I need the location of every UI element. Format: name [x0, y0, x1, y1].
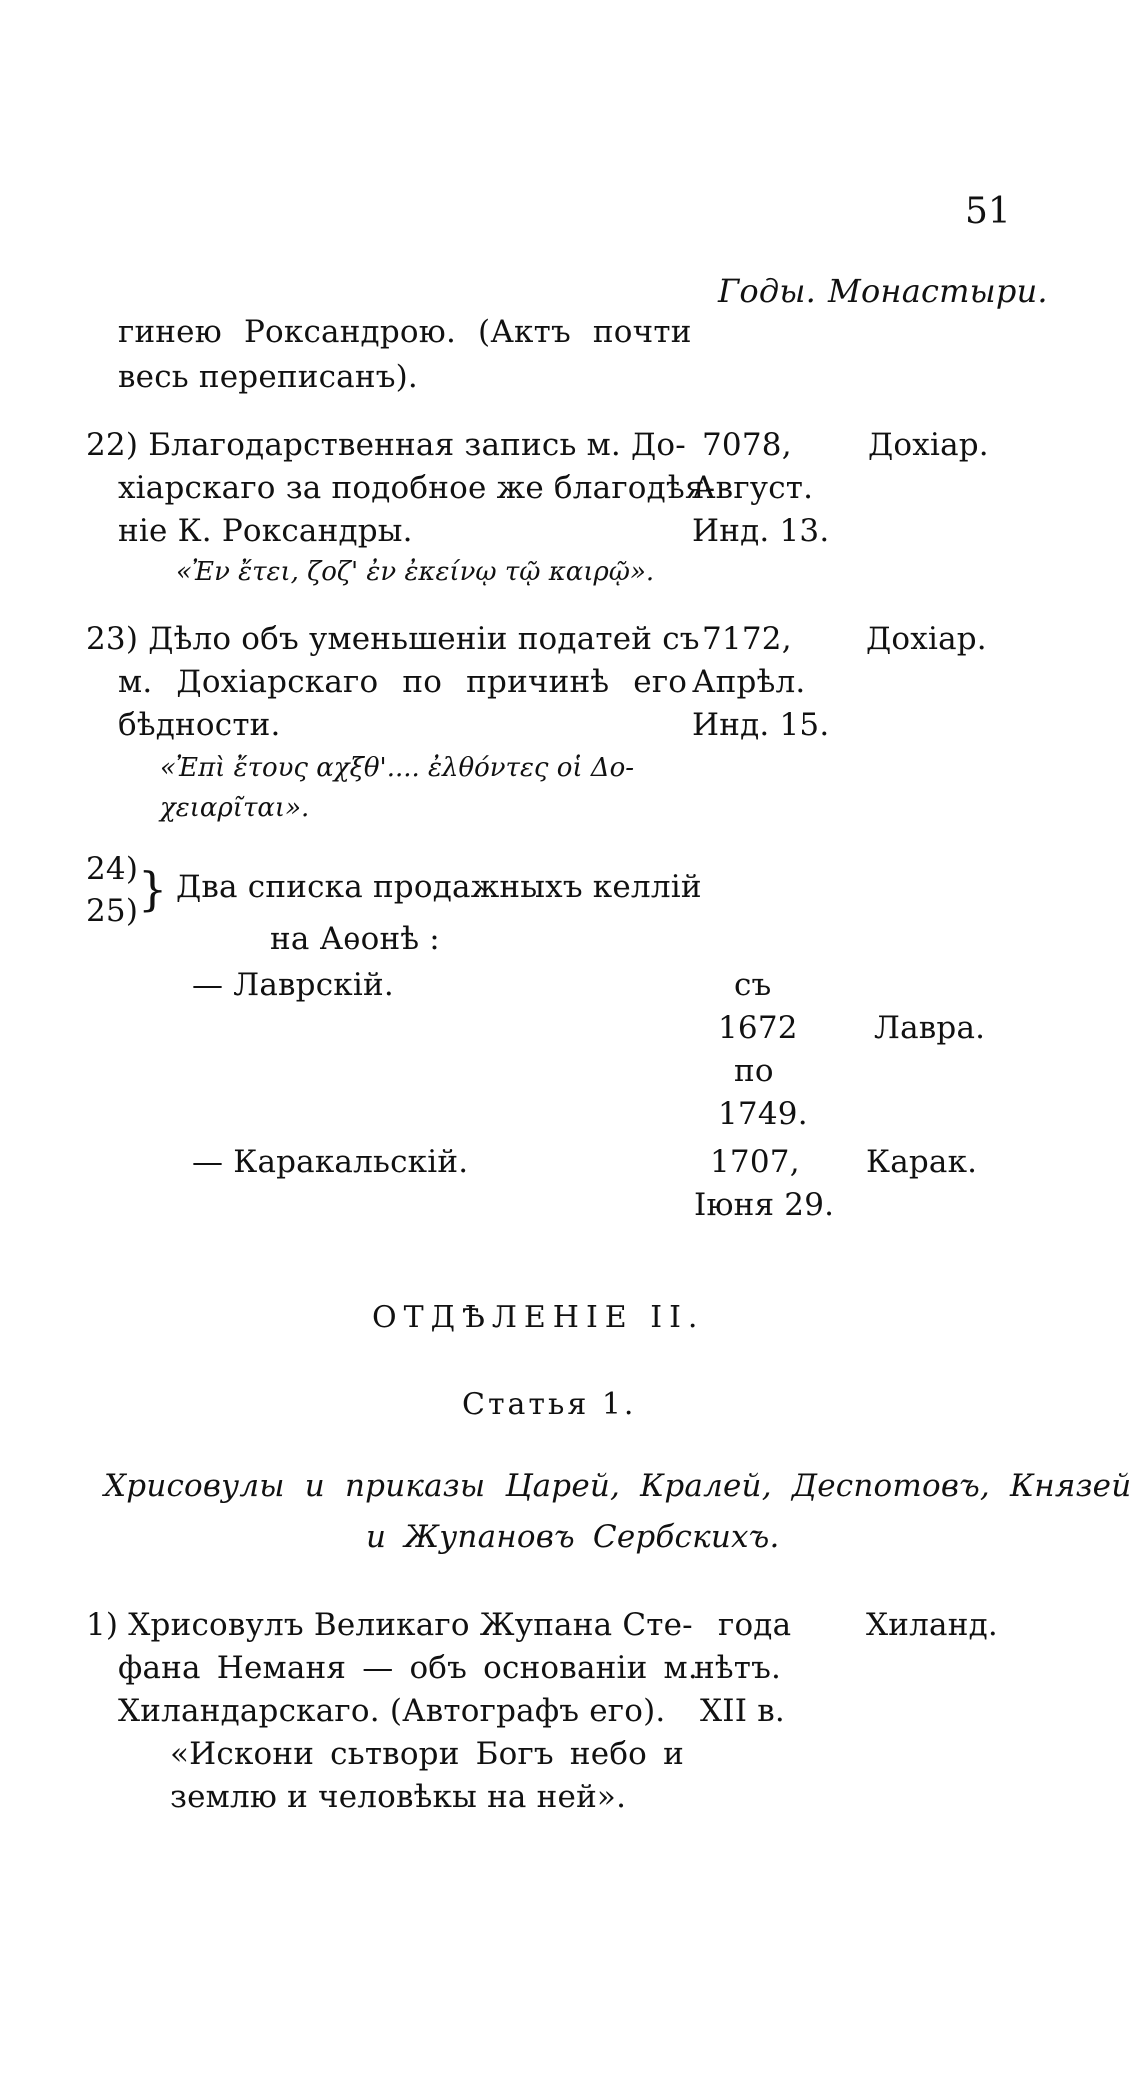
intro-line-2: весь переписанъ). [118, 359, 418, 395]
column-header-years: Годы. [718, 272, 816, 310]
article-title: Статья 1. [462, 1387, 637, 1422]
entry1-year-1: года [718, 1607, 792, 1643]
subtitle-line-1: Хрисовулы и приказы Царей, Кралей, Деспотовъ, Князей [104, 1468, 1132, 1504]
entry1-year-3: XII в. [700, 1693, 785, 1729]
entry1-line-3: Хиландарскаго. (Автографъ его). [118, 1693, 666, 1729]
karakal-year-1: 1707, [710, 1144, 800, 1180]
entry24-25-brace: } [138, 862, 168, 916]
entry23-line-2: м. Дохіарскаго по причинѣ его [118, 664, 688, 700]
lavra-monastery: Лавра. [874, 1010, 986, 1046]
karakal-year-2: Іюня 29. [694, 1187, 835, 1223]
entry1-quote-line-2: землю и человѣкы на ней». [170, 1779, 627, 1815]
entry23-year-1: 7172, [702, 621, 792, 657]
entry1-line-1: 1) Хрисовулъ Великаго Жупана Сте- [86, 1607, 693, 1643]
entry22-greek-quote: «Ἐν ἔτει, ζοζ' ἐν ἐκείνῳ τῷ καιρῷ». [176, 557, 655, 587]
entry24-number: 24) [86, 851, 139, 887]
entry22-year-1: 7078, [702, 427, 792, 463]
entry22-year-2: Август. [692, 470, 814, 506]
subtitle-line-2: и Жупановъ Сербскихъ. [366, 1519, 780, 1555]
entry23-line-1: 23) Дѣло объ уменьшеніи податей съ [86, 621, 700, 657]
entry23-year-3: Инд. 15. [692, 707, 830, 743]
intro-line-1: гинею Роксандрою. (Актъ почти [118, 314, 692, 350]
column-header-monasteries: Монастыри. [828, 272, 1048, 310]
entry1-year-2: нѣтъ. [694, 1650, 782, 1686]
entry24-25-line-1: Два списка продажныхъ келлій [176, 869, 702, 905]
entry23-monastery: Дохіар. [866, 621, 987, 657]
entry22-line-2: хіарскаго за подобное же благодѣя- [118, 470, 716, 506]
entry22-monastery: Дохіар. [868, 427, 989, 463]
entry22-year-3: Инд. 13. [692, 513, 830, 549]
lavra-year-2: 1672 [718, 1010, 798, 1046]
lavra-year-1: съ [734, 967, 772, 1003]
section-title: ОТДѢЛЕНІЕ II. [372, 1300, 705, 1335]
entry23-greek-line-1: «Ἐπὶ ἔτους αχξθ'.... ἐλθόντες οἱ Δο- [160, 753, 635, 783]
entry23-year-2: Апрѣл. [692, 664, 806, 700]
entry25-number: 25) [86, 893, 139, 929]
entry24-25-line-2: на Аѳонѣ : [270, 921, 440, 957]
karakal-monastery: Карак. [866, 1144, 978, 1180]
page-number: 51 [965, 191, 1011, 232]
lavra-year-3: по [734, 1053, 774, 1089]
karakal-label: — Каракальскій. [192, 1144, 469, 1180]
lavra-label: — Лаврскій. [192, 967, 394, 1003]
entry22-line-3: ніе К. Роксандры. [118, 513, 413, 549]
entry22-line-1: 22) Благодарственная запись м. До- [86, 427, 686, 463]
entry1-monastery: Хиланд. [866, 1607, 998, 1643]
entry23-line-3: бѣдности. [118, 707, 281, 743]
entry1-line-2: фана Неманя — объ основаніи м. [118, 1650, 698, 1686]
entry1-quote-line-1: «Искони сьтвори Богъ небо и [170, 1736, 684, 1772]
lavra-year-4: 1749. [718, 1096, 808, 1132]
entry23-greek-line-2: χειαρῖται». [160, 793, 310, 823]
